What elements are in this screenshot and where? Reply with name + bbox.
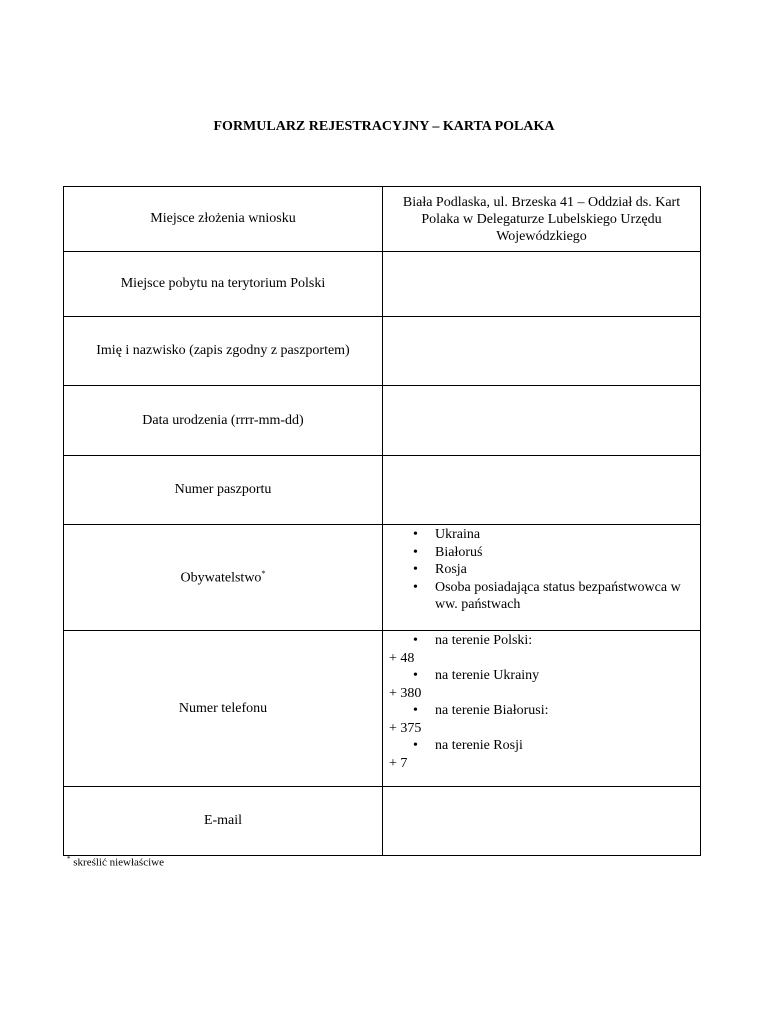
bullet-icon: • (413, 579, 418, 595)
field-birth-date[interactable] (383, 386, 701, 456)
field-passport[interactable] (383, 456, 701, 525)
bullet-icon: • (413, 544, 418, 560)
phone-options (383, 631, 701, 787)
row-citizenship (64, 525, 701, 631)
footnote (67, 855, 164, 869)
row-email (64, 787, 701, 856)
registration-form-table (63, 186, 701, 856)
citizenship-option[interactable]: • Rosja (413, 562, 467, 577)
row-residence (64, 252, 701, 317)
row-passport (64, 456, 701, 525)
row-place-of-application (64, 187, 701, 252)
phone-code: + 48 (389, 650, 415, 666)
bullet-icon: • (413, 668, 418, 683)
footnote-marker: * (261, 568, 266, 578)
field-name[interactable] (383, 317, 701, 386)
phone-code: + 7 (389, 755, 408, 771)
label-citizenship (64, 525, 383, 631)
citizenship-options (383, 525, 701, 631)
bullet-icon: • (413, 562, 418, 577)
value-place-of-application: Biała Podlaska, ul. Brzeska 41 – Oddział ds. Kart Polaka w Delegaturze Lubelskiego Urzędu Wojewódzkiego (383, 187, 701, 252)
row-birth-date (64, 386, 701, 456)
bullet-icon: • (413, 738, 418, 753)
phone-option[interactable]: • na terenie Polski: + 48 (383, 632, 700, 667)
phone-code: + 375 (389, 720, 422, 736)
label-phone: Numer telefonu (64, 631, 383, 787)
footnote-text: skreślić niewłaściwe (73, 856, 164, 869)
citizenship-option[interactable]: • Osoba posiadająca status bezpaństwowca w ww. państwach (413, 579, 681, 612)
field-email[interactable] (383, 787, 701, 856)
bullet-icon: • (413, 527, 418, 542)
label-place-of-application: Miejsce złożenia wniosku (64, 187, 383, 252)
phone-option[interactable]: • na terenie Białorusi: + 375 (383, 702, 700, 737)
footnote-marker: * (67, 855, 71, 863)
label-birth-date: Data urodzenia (rrrr-mm-dd) (64, 386, 383, 456)
label-residence: Miejsce pobytu na terytorium Polski (64, 252, 383, 317)
field-residence[interactable] (383, 252, 701, 317)
label-citizenship-text: Obywatelstwo (180, 570, 262, 586)
citizenship-option[interactable]: • Ukraina (413, 527, 481, 542)
phone-code: + 380 (389, 685, 422, 701)
row-phone (64, 631, 701, 787)
citizenship-option[interactable]: • Białoruś (413, 544, 483, 560)
phone-option[interactable]: • na terenie Ukrainy + 380 (383, 667, 700, 702)
bullet-icon: • (413, 703, 418, 718)
form-title: FORMULARZ REJESTRACYJNY – KARTA POLAKA (213, 119, 555, 134)
row-name (64, 317, 701, 386)
label-passport: Numer paszportu (64, 456, 383, 525)
phone-option[interactable]: • na terenie Rosji + 7 (383, 737, 700, 772)
label-name: Imię i nazwisko (zapis zgodny z paszportem) (64, 317, 383, 386)
label-email: E-mail (64, 787, 383, 856)
bullet-icon: • (413, 633, 418, 648)
